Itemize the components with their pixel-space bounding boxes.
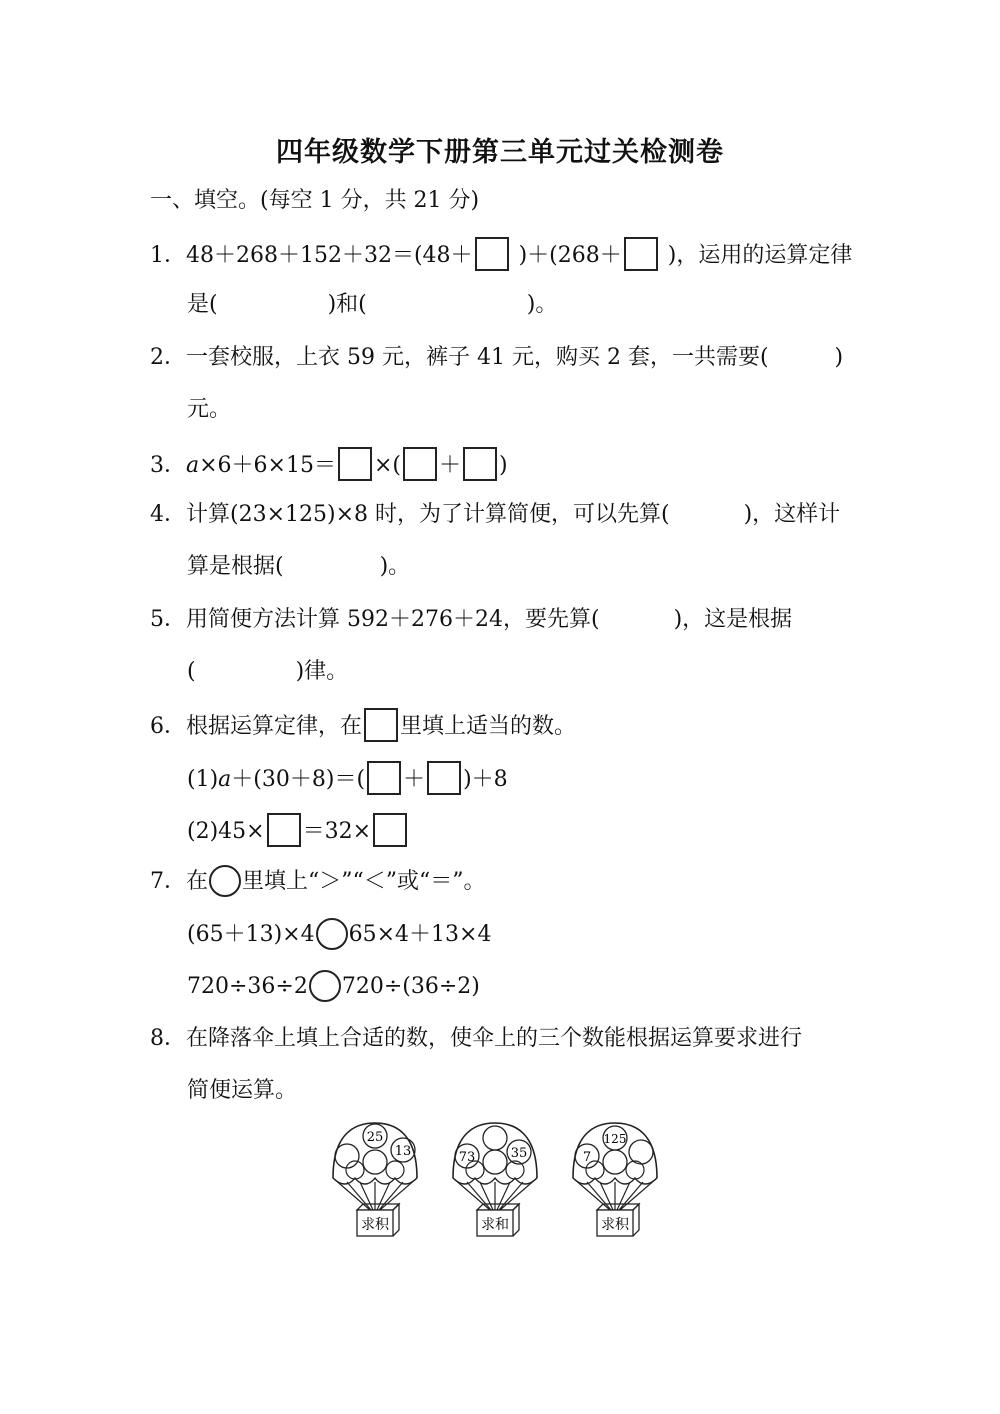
question-text: )。 [526,292,558,317]
parachute-diagram [325,1118,675,1248]
answer-box[interactable] [338,447,372,481]
expression-right: 720÷(36÷2) [341,974,480,999]
question-7-row-1 [187,918,491,951]
question-7 [150,865,486,898]
question-1 [150,237,852,272]
question-text: ×6＋6×15＝ [199,453,336,478]
question-text: ＋ [403,767,426,792]
question-text: ＝32× [302,819,372,844]
answer-box[interactable] [373,813,407,847]
question-3 [150,447,508,482]
question-text: 是( [187,292,218,317]
box-symbol [364,708,398,742]
question-4 [150,499,840,531]
answer-box[interactable] [267,813,301,847]
expression-left: 720÷36÷2 [187,974,308,999]
question-text: 算是根据( [187,554,284,579]
question-text: ＋ [439,453,462,478]
question-text: 里填上“＞”“＜”或“＝”。 [242,869,486,894]
question-number: 7． [150,869,186,894]
number-bubble-blank[interactable] [335,1144,359,1168]
question-text: )，这是根据 [673,607,793,632]
compare-circle[interactable] [309,970,341,1002]
question-text: )，这样计 [743,502,841,527]
question-text: ( [187,659,196,684]
question-number: 8． [150,1026,186,1051]
compare-circle[interactable] [316,918,348,950]
question-8 [150,1023,802,1055]
question-text: 48＋268＋152＋32＝(48＋ [186,243,473,268]
parachute-1 [333,1123,417,1236]
question-text: (2)45× [187,819,265,844]
question-6-part-1 [187,761,508,796]
parachute-figures [325,1118,675,1248]
number-bubble-blank[interactable] [483,1126,507,1150]
question-number: 5． [150,607,186,632]
parachute-number: 25 [366,1130,384,1145]
parachute-label: 求和 [481,1217,509,1233]
parachute-number: 13 [394,1144,412,1159]
page-title: 四年级数学下册第三单元过关检测卷 [276,137,724,168]
question-text: 一套校服，上衣 59 元，裤子 41 元，购买 2 套，一共需要( [186,345,769,370]
expression-left: (65＋13)×4 [187,922,315,947]
question-number: 4． [150,502,186,527]
question-text: )，运用的运算定律 [667,243,853,268]
answer-box[interactable] [463,447,497,481]
question-text: 元。 [187,397,232,422]
question-text: 里填上适当的数。 [400,714,577,739]
parachute-number: 125 [603,1132,627,1146]
question-number: 1． [150,243,186,268]
question-text: 在 [186,869,209,894]
answer-box[interactable] [367,761,401,795]
parachute-number: 35 [510,1146,528,1161]
answer-box[interactable] [624,237,658,271]
variable: a [186,453,200,478]
answer-box[interactable] [403,447,437,481]
parachute-2 [453,1123,537,1236]
answer-box[interactable] [475,237,509,271]
parachute-3 [573,1123,657,1236]
answer-box[interactable] [427,761,461,795]
question-4-line-2 [187,551,410,583]
question-text: ) [834,345,844,370]
question-7-row-2 [187,970,480,1003]
question-6-part-2 [187,813,409,848]
circle-symbol [209,865,241,897]
question-text: 在降落伞上填上合适的数，使伞上的三个数能根据运算要求进行 [186,1026,803,1051]
question-text: )和( [327,292,367,317]
question-1-line-2 [187,289,557,321]
question-text: ＋(30＋8)＝( [231,767,366,792]
question-text: )＋(268＋ [518,243,622,268]
question-text: 简便运算。 [187,1078,298,1103]
parachute-label: 求积 [361,1217,389,1233]
question-text: 计算(23×125)×8 时，为了计算简便，可以先算( [186,502,670,527]
question-2 [150,342,843,374]
question-number: 6． [150,714,186,739]
question-text: ) [499,453,508,478]
question-text: ×( [373,453,402,478]
question-text: 用简便方法计算 592＋276＋24，要先算( [186,607,600,632]
section-heading: 一、填空。(每空 1 分，共 21 分) [150,188,480,213]
parachute-label: 求积 [601,1217,629,1233]
question-number: 3． [150,453,186,478]
question-5-line-2 [187,656,348,688]
question-text: 根据运算定律，在 [186,714,363,739]
expression-right: 65×4＋13×4 [348,922,492,947]
parachute-number: 7 [582,1150,592,1165]
question-5 [150,604,792,636]
number-bubble-blank[interactable] [629,1140,653,1164]
question-6 [150,708,576,743]
question-text: )＋8 [463,767,508,792]
parachute-number: 73 [458,1150,476,1165]
sub-label: (1) [187,767,219,792]
question-number: 2． [150,345,186,370]
variable: a [218,767,232,792]
question-text: )。 [379,554,411,579]
question-text: )律。 [295,659,349,684]
